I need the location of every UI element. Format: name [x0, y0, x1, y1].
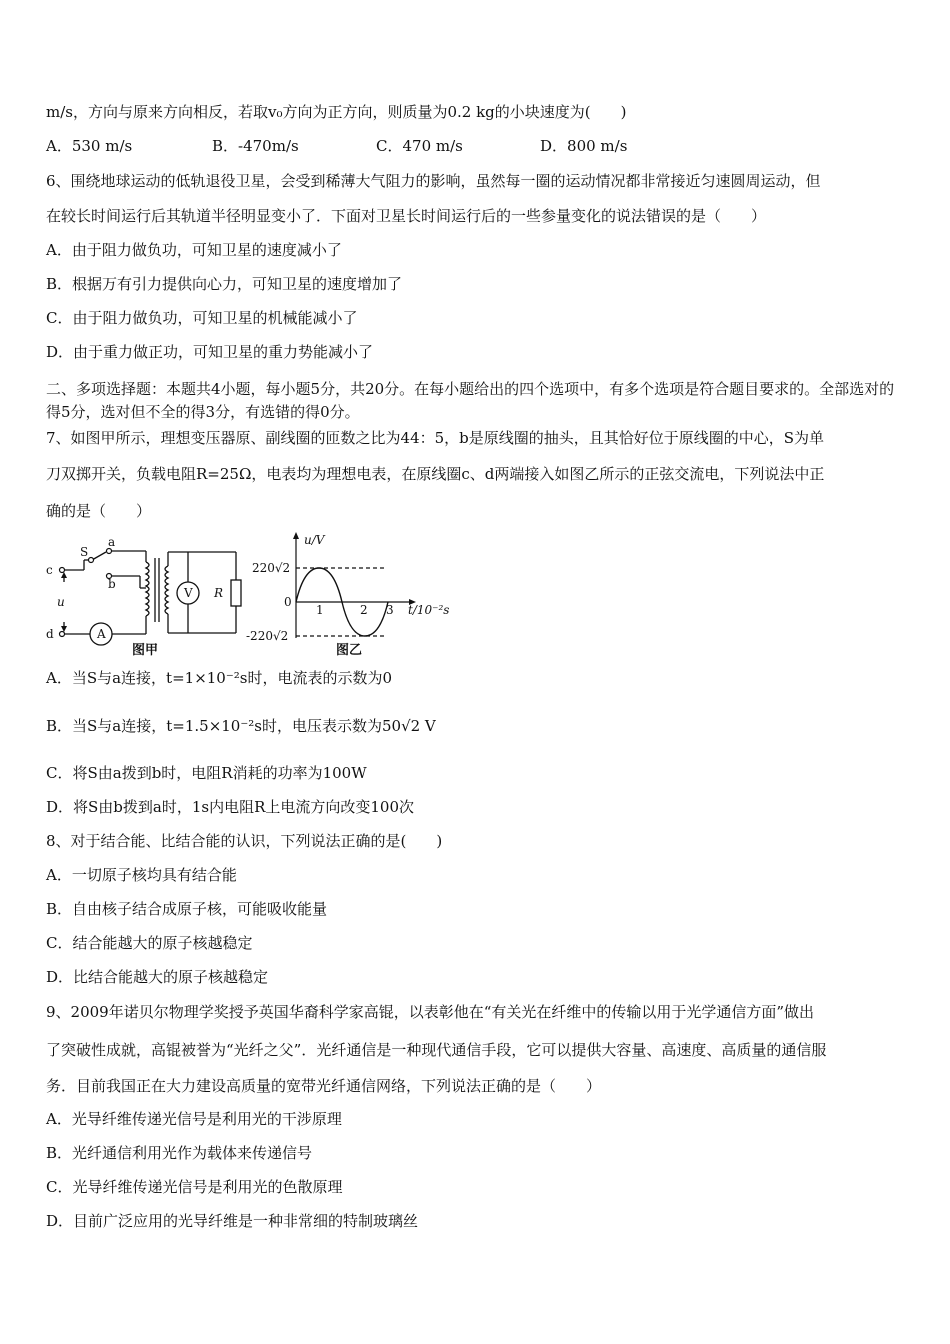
graph-x-tick-1: 1 — [316, 603, 324, 617]
q9-stem-line3: 务．目前我国正在大力建设高质量的宽带光纤通信网络，下列说法正确的是（ ） — [46, 1077, 602, 1095]
label-b: b — [108, 577, 116, 591]
graph-x-tick-3: 3 — [386, 603, 394, 617]
q6-stem-line2: 在较长时间运行后其轨道半径明显变小了．下面对卫星长时间运行后的一些参量变化的说法错误的是（ ） — [46, 207, 767, 225]
q7-option-d: D．将S由b拨到a时，1s内电阻R上电流方向改变100次 — [46, 798, 415, 816]
label-A: A — [97, 627, 106, 641]
q6-stem-line1: 6、围绕地球运动的低轨退役卫星，会受到稀薄大气阻力的影响，虽然每一圈的运动情况都非常接近匀速圆周运动，但 — [46, 172, 821, 190]
sine-graph — [296, 536, 412, 638]
label-a: a — [108, 535, 116, 549]
q7-figure-svg — [46, 530, 456, 660]
graph-y-label: u/V — [304, 533, 325, 547]
label-c: c — [46, 563, 53, 577]
q5-options — [46, 136, 746, 156]
q5-option-b: B．-470m/s — [212, 137, 299, 155]
label-u: u — [57, 595, 65, 609]
q7-option-b: B．当S与a连接，t=1.5×10⁻²s时，电压表示数为50√2 V — [46, 717, 436, 735]
q7-stem-line1: 7、如图甲所示，理想变压器原、副线圈的匝数之比为44：5，b是原线圈的抽头，且其恰好位于原线圈的中心，S为单 — [46, 429, 825, 447]
q8-option-b: B．自由核子结合成原子核，可能吸收能量 — [46, 900, 328, 918]
q5-stem-tail: m/s，方向与原来方向相反，若取v₀方向为正方向，则质量为0.2 kg的小块速度为( ) — [46, 103, 627, 121]
q5-option-a: A．530 m/s — [46, 137, 133, 155]
q7-option-c: C．将S由a拨到b时，电阻R消耗的功率为100W — [46, 764, 367, 782]
label-V: V — [184, 586, 193, 600]
graph-y-max: 220√2 — [252, 561, 291, 575]
q6-option-b: B．根据万有引力提供向心力，可知卫星的速度增加了 — [46, 275, 403, 293]
graph-origin: 0 — [284, 595, 292, 609]
q6-option-c: C．由于阻力做负功，可知卫星的机械能减小了 — [46, 309, 358, 327]
q7-stem-line3: 确的是（ ） — [46, 502, 152, 520]
q5-option-c: C．470 m/s — [376, 137, 463, 155]
label-d: d — [46, 627, 54, 641]
q6-option-d: D．由于重力做正功，可知卫星的重力势能减小了 — [46, 343, 374, 361]
q9-stem-line2: 了突破性成就，高锟被誉为“光纤之父”．光纤通信是一种现代通信手段，它可以提供大容量、高速度、高质量的通信服 — [46, 1041, 827, 1059]
label-S: S — [80, 545, 89, 559]
y-axis-arrow-icon — [293, 532, 299, 539]
q9-option-c: C．光导纤维传递光信号是利用光的色散原理 — [46, 1178, 343, 1196]
q9-option-a: A．光导纤维传递光信号是利用光的干涉原理 — [46, 1110, 342, 1128]
q9-stem-line1: 9、2009年诺贝尔物理学奖授予英国华裔科学家高锟，以表彰他在“有关光在纤维中的传输以用于光学通信方面”做出 — [46, 1003, 815, 1021]
q8-stem: 8、对于结合能、比结合能的认识，下列说法正确的是( ) — [46, 832, 443, 850]
graph-x-tick-2: 2 — [360, 603, 368, 617]
q9-option-d: D．目前广泛应用的光导纤维是一种非常细的特制玻璃丝 — [46, 1212, 419, 1230]
graph-labels — [246, 533, 449, 643]
graph-y-min: -220√2 — [246, 629, 289, 643]
caption-right: 图乙 — [336, 643, 363, 658]
graph-x-label: t/10⁻²s — [408, 603, 450, 617]
caption-left: 图甲 — [132, 643, 159, 658]
q7-figure — [46, 530, 456, 660]
label-R: R — [214, 586, 224, 600]
q5-option-d: D．800 m/s — [540, 137, 628, 155]
q9-option-b: B．光纤通信利用光作为载体来传递信号 — [46, 1144, 313, 1162]
q8-option-a: A．一切原子核均具有结合能 — [46, 866, 237, 884]
q7-stem-line2: 刀双掷开关，负载电阻R=25Ω，电表均为理想电表，在原线圈c、d两端接入如图乙所示的正弦交流电，下列说法中正 — [46, 465, 825, 483]
q8-option-c: C．结合能越大的原子核越稳定 — [46, 934, 253, 952]
q8-option-d: D．比结合能越大的原子核越稳定 — [46, 968, 269, 986]
q7-option-a: A．当S与a连接，t=1×10⁻²s时，电流表的示数为0 — [46, 669, 393, 687]
q6-option-a: A．由于阻力做负功，可知卫星的速度减小了 — [46, 241, 342, 259]
section2-heading: 二、多项选择题：本题共4小题，每小题5分，共20分。在每小题给出的四个选项中，有多个选项是符合题目要求的。全部选对的得5分，选对但不全的得3分，有选错的得0分。 — [46, 380, 895, 421]
